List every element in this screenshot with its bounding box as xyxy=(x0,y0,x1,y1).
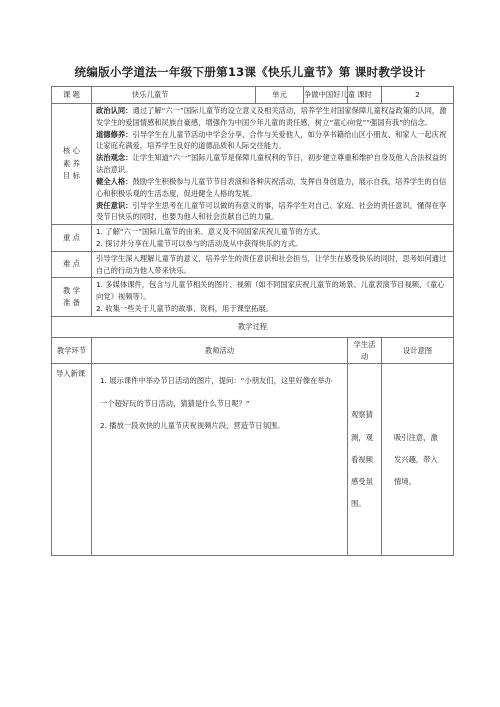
unit-value: 争做中国好儿童 xyxy=(304,87,348,104)
info-row xyxy=(52,87,454,104)
header-student: 学生活动 xyxy=(348,337,382,364)
teacher-activity-cell: 1. 展示课件中举办节日活动的图片，提问：“小朋友们，这里好像在举办一个超好玩的节日活动，猜猜是什么节日呢？” 2. 播放一段欢快的儿童节庆祝视频片段，营造节日氛围。 xyxy=(92,364,348,556)
header-intent: 设计意图 xyxy=(382,337,454,364)
design-intent-cell: 吸引注意，激发兴趣，带入情境。 xyxy=(382,364,454,556)
difficulties-label: 难 点 xyxy=(52,251,92,278)
preparation-row xyxy=(52,278,454,316)
goal-responsibility: 责任意识：引导学生思考在儿童节可以做的有意义的事，培养学生对自己、家庭、社会的责任意识，懂得在享受节日快乐的同时，也要为他人和社会贡献自己的力量。 xyxy=(96,200,447,222)
goal-personality: 健全人格：鼓励学生积极参与儿童节节目表演和各种庆祝活动，发挥自身创造力，展示自我，培养学生的自信心和积极乐观的生活态度，促进健全人格的发展。 xyxy=(96,176,447,198)
core-goals-label: 核 心 素 养 目 标 xyxy=(52,104,92,225)
hours-label: 课时 xyxy=(348,87,382,104)
key-points-content: 1. 了解“六一”国际儿童节的由来、意义及不同国家庆祝儿童节的方式。 2. 探讨并分享在儿童节可以参与的活动及从中获得快乐的方式。 xyxy=(92,225,454,252)
stage-cell: 导入新课 xyxy=(52,364,92,556)
difficulties-row xyxy=(52,251,454,278)
unit-label: 单元 xyxy=(256,87,304,104)
topic-value: 快乐儿童节 xyxy=(92,87,256,104)
preparation-content: 1. 多媒体课件，包含与儿童节相关的图片、视频（如不同国家庆祝儿童节的场景、儿童表演节目视频、《童心向党》视频等）。 2. 收集一些关于儿童节的故事、资料，用于课堂拓展。 xyxy=(92,278,454,316)
key-points-label: 重 点 xyxy=(52,225,92,252)
topic-label: 课 题 xyxy=(52,87,92,104)
key-points-row xyxy=(52,225,454,252)
core-goals-row xyxy=(52,104,454,225)
hours-value: 2 xyxy=(382,87,454,104)
preparation-label: 教 学 准 备 xyxy=(52,278,92,316)
document-title: 统编版小学道法一年级下册第13课《快乐儿童节》第 课时教学设计 xyxy=(74,65,426,79)
process-title: 教学过程 xyxy=(52,316,454,337)
header-stage: 教学环节 xyxy=(52,337,92,364)
difficulties-content: 引导学生深入理解儿童节的意义，培养学生的责任意识和社会担当，让学生在感受快乐的同时，思考如何通过自己的行动为他人带来快乐。 xyxy=(92,251,454,278)
goal-moral: 道德修养：引导学生在儿童节活动中学会分享、合作与关爱他人，如分享书籍给山区小朋友、和家人一起庆祝让家庭充满爱，培养学生良好的道德品质和人际交往能力。 xyxy=(96,129,447,151)
student-activity-cell: 观察猜测，观看视频感受氛围。 xyxy=(348,364,382,556)
core-goals-content xyxy=(92,104,454,225)
goal-political: 政治认同：通过了解“六一”国际儿童节的设立意义及相关活动，培养学生对国家保障儿童权益政策的认同，激发学生的爱国情感和民族自豪感，增强作为中国少年儿童的责任感，树立“童心向党”“强国有我”的信念。 xyxy=(96,106,447,127)
goal-law: 法治观念：让学生知道“六一”国际儿童节是保障儿童权利的节日，初步建立尊重和维护自身及他人合法权益的法治意识。 xyxy=(96,153,447,175)
process-header-row xyxy=(52,337,454,364)
process-title-row xyxy=(52,316,454,337)
lesson-plan-table xyxy=(51,86,454,556)
process-row-intro xyxy=(52,364,454,556)
header-teacher: 教师活动 xyxy=(92,337,348,364)
